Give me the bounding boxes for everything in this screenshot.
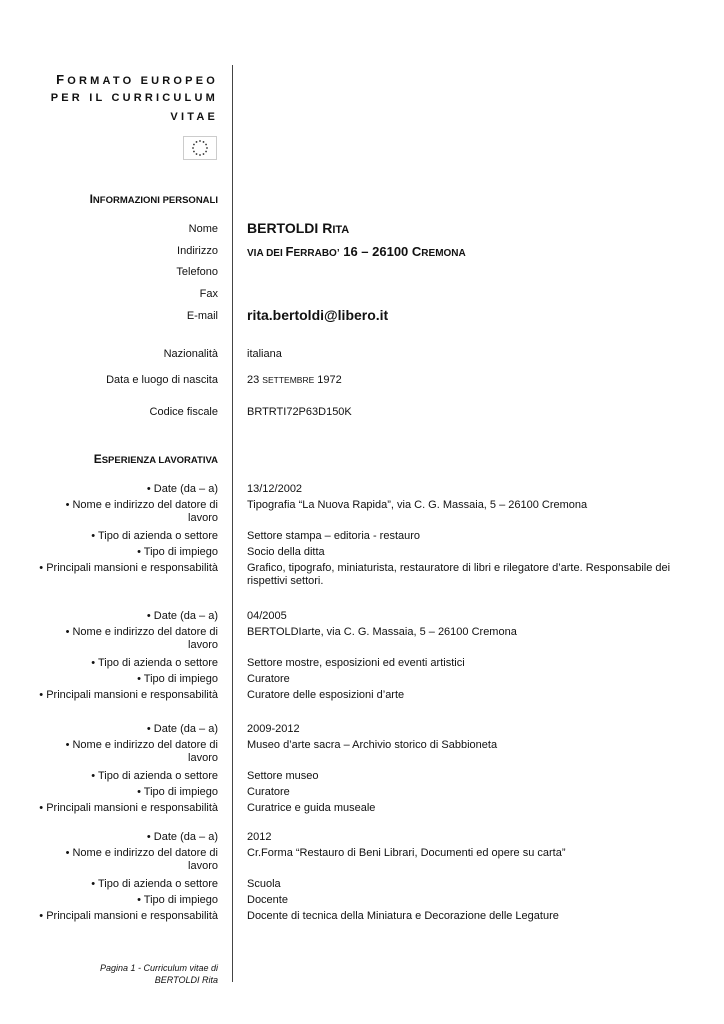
work-value-employer: Cr.Forma “Restauro di Beni Librari, Documenti ed opere su carta” (247, 847, 566, 859)
footer-line1: Pagina 1 - Curriculum vitae di (99, 963, 218, 973)
work-label-dates: • Date (da – a) (146, 483, 218, 495)
work-value-type: Socio della ditta (247, 546, 325, 558)
label-email: E-mail (186, 310, 218, 322)
work-value-dates: 04/2005 (247, 610, 287, 622)
value-nationality: italiana (247, 348, 282, 360)
work-value-type: Curatore (247, 786, 290, 798)
label-nationality: Nazionalità (163, 348, 218, 360)
work-value-employer: Tipografia “La Nuova Rapida”, via C. G. Massaia, 5 – 26100 Cremona (247, 499, 588, 511)
value-email[interactable]: rita.bertoldi@libero.it (247, 307, 389, 323)
work-value-employer: BERTOLDIarte, via C. G. Massaia, 5 – 26100 Cremona (247, 626, 517, 638)
work-label-duties: • Principali mansioni e responsabilità (39, 562, 218, 574)
flag-star (203, 153, 205, 155)
section-work-experience: ESPERIENZA LAVORATIVA (93, 452, 218, 466)
cv-title-line1: FORMATO EUROPEO (56, 72, 218, 87)
work-label-type: • Tipo di impiego (137, 673, 218, 685)
work-value-duties: Curatrice e guida museale (247, 802, 376, 814)
work-value-duties: Docente di tecnica della Miniatura e Decorazione delle Legature (247, 910, 559, 922)
flag-star (196, 141, 198, 143)
label-fiscal-code: Codice fiscale (149, 406, 218, 418)
flag-star (193, 144, 195, 146)
vertical-divider (232, 65, 233, 982)
value-fiscal-code: BRTRTI72P63D150K (247, 406, 352, 418)
work-label-employer: • Nome e indirizzo del datore di lavoro (65, 739, 218, 764)
eu-flag-icon (183, 136, 217, 160)
flag-star (203, 141, 205, 143)
label-name: Nome (188, 223, 218, 235)
flag-star (199, 140, 201, 142)
work-label-employer: • Nome e indirizzo del datore di lavoro (65, 499, 218, 524)
label-birth: Data e luogo di nascita (106, 374, 218, 386)
work-label-sector: • Tipo di azienda o settore (91, 878, 218, 890)
work-label-duties: • Principali mansioni e responsabilità (39, 689, 218, 701)
work-value-dates: 13/12/2002 (247, 483, 303, 495)
work-label-employer: • Nome e indirizzo del datore di lavoro (65, 626, 218, 651)
work-label-type: • Tipo di impiego (137, 894, 218, 906)
work-label-employer: • Nome e indirizzo del datore di lavoro (65, 847, 218, 872)
work-value-type: Docente (247, 894, 288, 906)
label-phone: Telefono (176, 266, 218, 278)
work-value-type: Curatore (247, 673, 290, 685)
cv-title-line3: VITAE (170, 111, 218, 123)
label-address: Indirizzo (177, 245, 218, 257)
footer-line2: BERTOLDI Rita (154, 975, 218, 985)
section-personal-info: INFORMAZIONI PERSONALI (89, 192, 218, 206)
work-value-dates: 2012 (247, 831, 272, 843)
work-value-duties: Grafico, tipografo, miniaturista, restauratore di libri e rilegatore d’arte. Responsabile dei rispettivi settori. (247, 562, 671, 587)
work-label-type: • Tipo di impiego (137, 546, 218, 558)
value-name: BERTOLDI RITA (247, 220, 350, 236)
flag-star (196, 153, 198, 155)
flag-star (205, 144, 207, 146)
work-value-sector: Settore museo (247, 770, 319, 782)
work-label-duties: • Principali mansioni e responsabilità (39, 910, 218, 922)
work-label-sector: • Tipo di azienda o settore (91, 530, 218, 542)
value-address: VIA DEI FERRABO’ 16 – 26100 CREMONA (247, 244, 466, 259)
cv-title-line2: PER IL CURRICULUM (50, 92, 218, 104)
flag-star (199, 154, 201, 156)
work-value-dates: 2009-2012 (247, 723, 300, 735)
work-label-duties: • Principali mansioni e responsabilità (39, 802, 218, 814)
work-value-employer: Museo d’arte sacra – Archivio storico di Sabbioneta (247, 739, 498, 751)
work-label-dates: • Date (da – a) (146, 610, 218, 622)
work-label-dates: • Date (da – a) (146, 831, 218, 843)
work-value-sector: Settore mostre, esposizioni ed eventi artistici (247, 657, 465, 669)
work-value-sector: Settore stampa – editoria - restauro (247, 530, 421, 542)
label-fax: Fax (199, 288, 218, 300)
page-footer (100, 962, 218, 986)
flag-star (205, 151, 207, 153)
work-label-type: • Tipo di impiego (137, 786, 218, 798)
flag-star (192, 147, 194, 149)
flag-star (193, 151, 195, 153)
work-value-sector: Scuola (247, 878, 281, 890)
value-birth: 23 SETTEMBRE 1972 (247, 374, 342, 386)
flag-star (206, 147, 208, 149)
work-label-sector: • Tipo di azienda o settore (91, 657, 218, 669)
work-label-sector: • Tipo di azienda o settore (91, 770, 218, 782)
work-label-dates: • Date (da – a) (146, 723, 218, 735)
work-value-duties: Curatore delle esposizioni d’arte (247, 689, 405, 701)
